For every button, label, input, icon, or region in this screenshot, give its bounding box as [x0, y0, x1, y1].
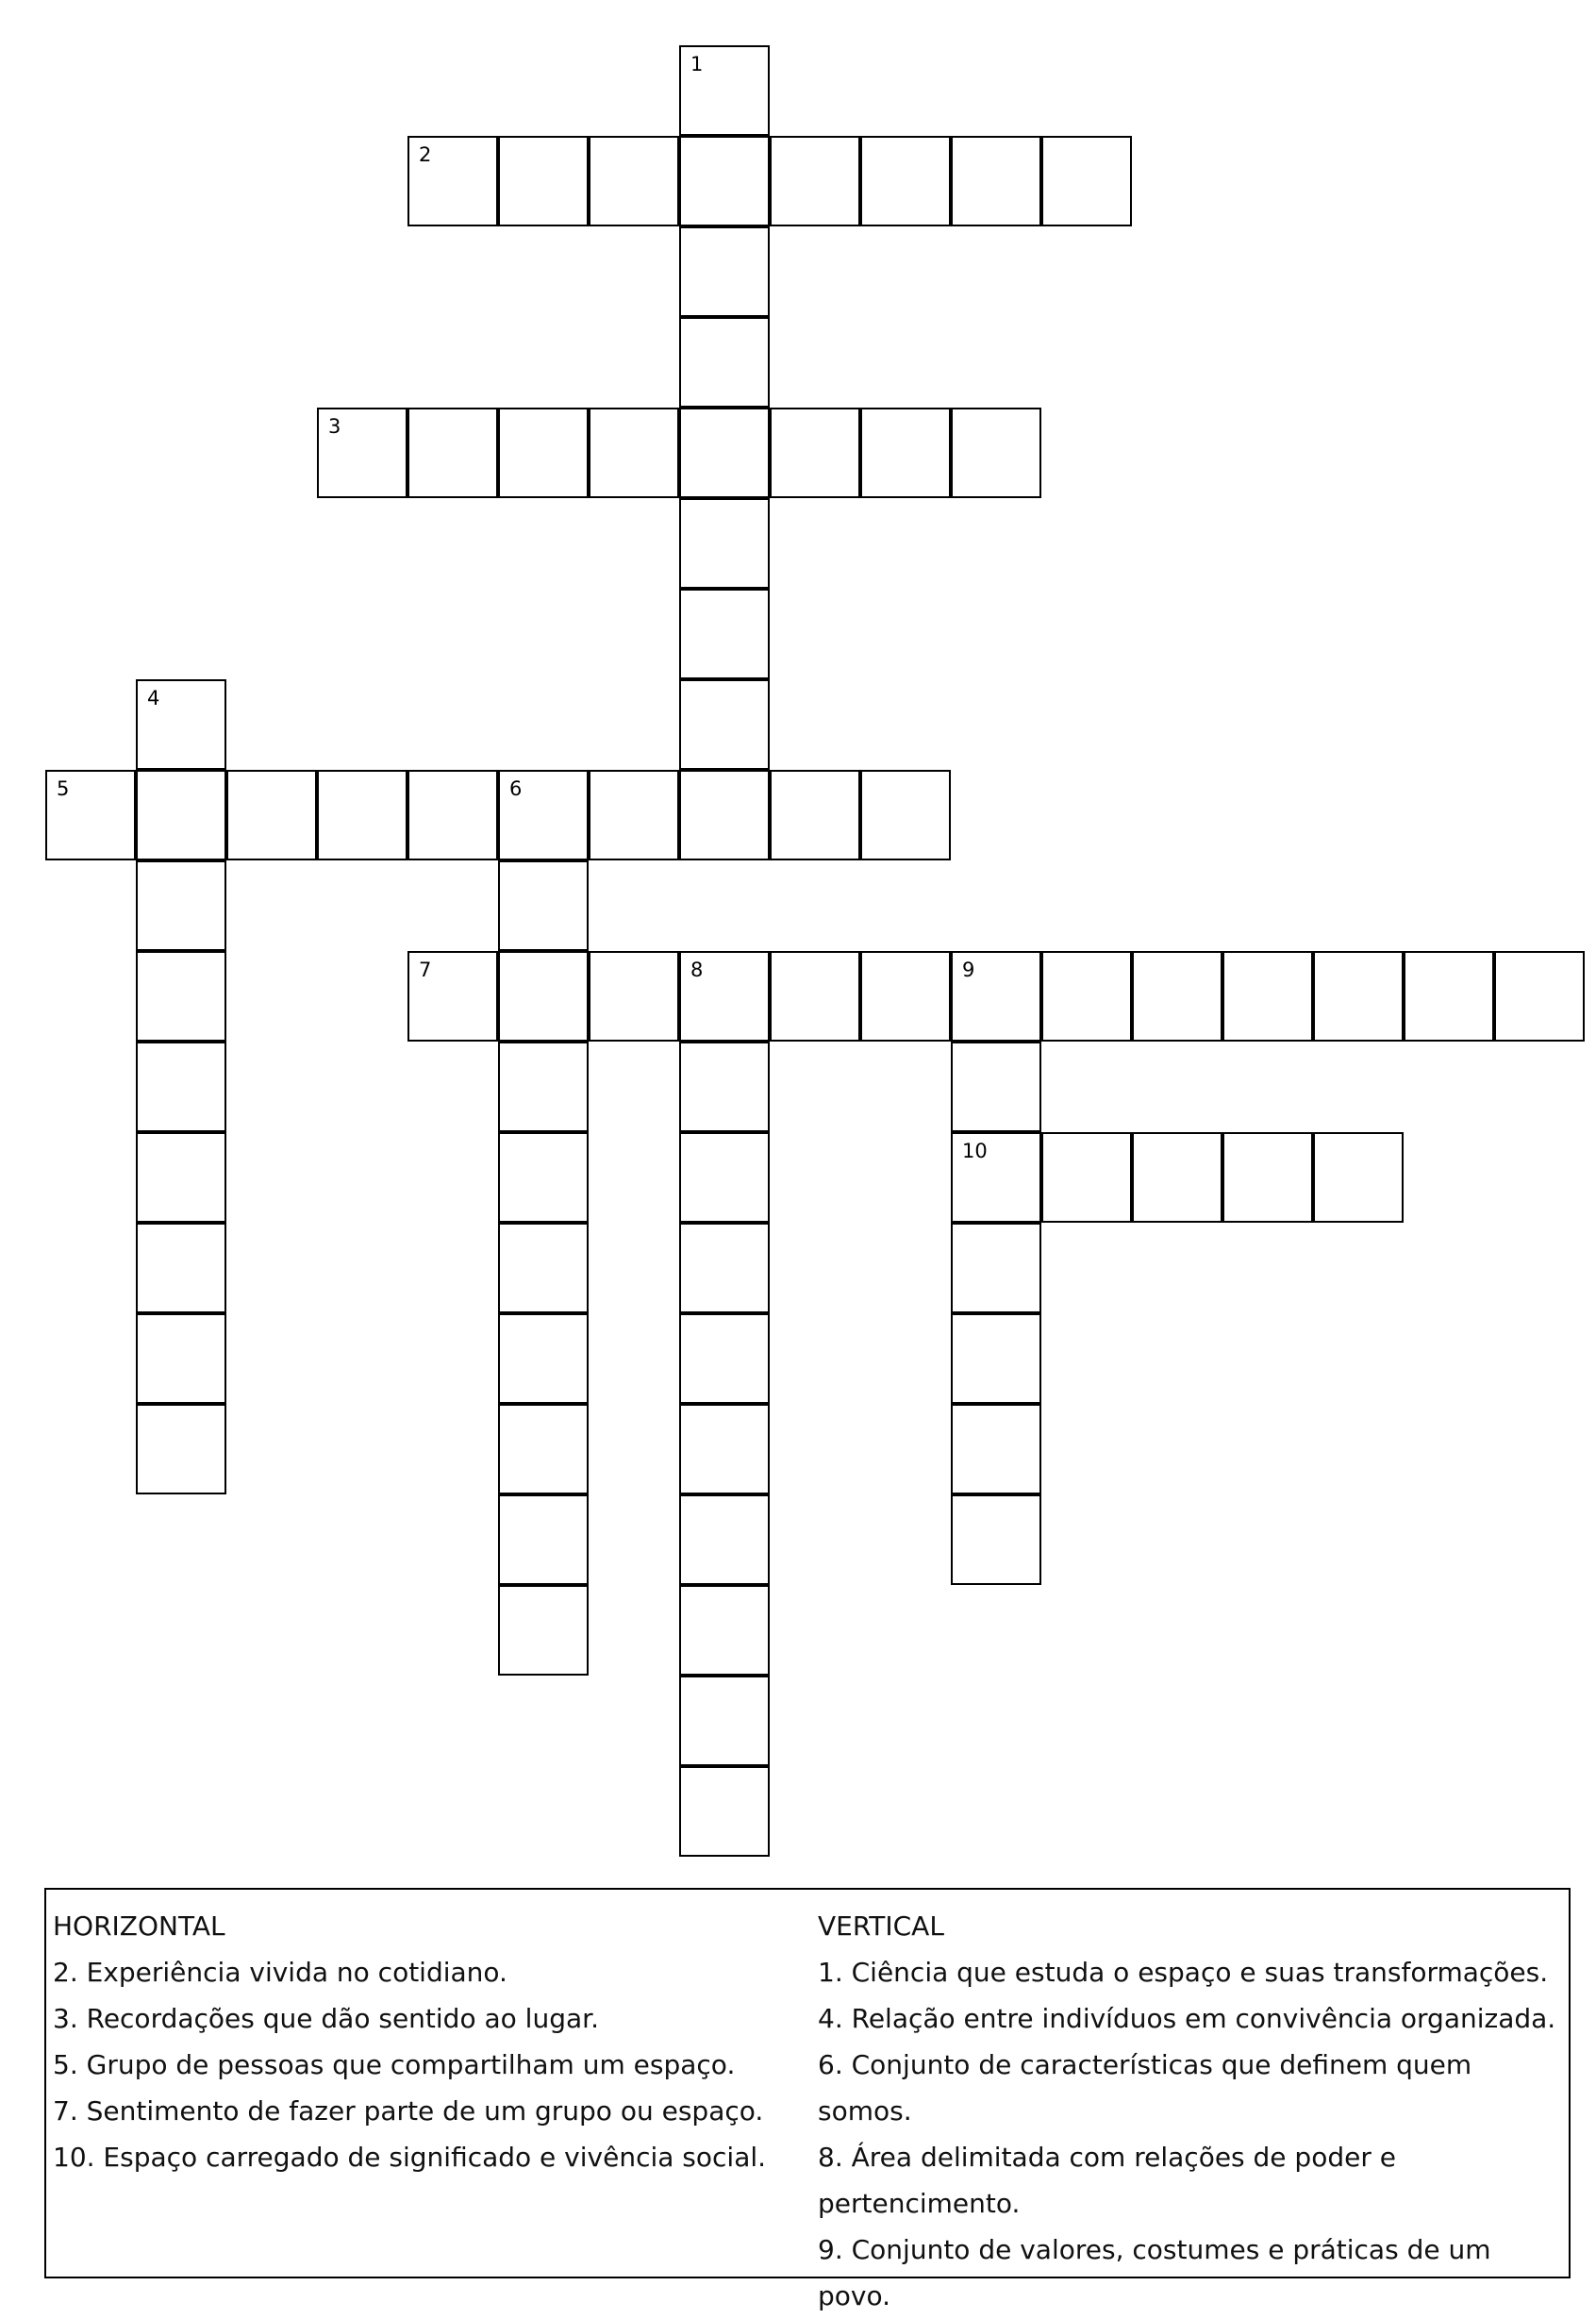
vertical-heading: VERTICAL [818, 1910, 944, 1942]
grid-cell[interactable] [136, 951, 226, 1042]
grid-cell[interactable] [679, 1132, 770, 1223]
grid-cell[interactable] [679, 951, 770, 1042]
grid-cell[interactable] [679, 498, 770, 589]
grid-cell[interactable] [1041, 1132, 1132, 1223]
grid-cell[interactable] [860, 770, 951, 860]
grid-cell[interactable] [951, 1404, 1041, 1494]
grid-cell[interactable] [589, 136, 679, 226]
clue-number-4: 4 [147, 687, 160, 709]
clue-number-6: 6 [509, 777, 523, 800]
grid-cell[interactable] [679, 136, 770, 226]
clue-horizontal-2: 2. Experiência vivida no cotidiano. [53, 1957, 507, 1988]
grid-cell[interactable] [589, 408, 679, 498]
grid-cell[interactable] [860, 136, 951, 226]
grid-cell[interactable] [1132, 951, 1222, 1042]
grid-cell[interactable] [136, 1132, 226, 1223]
grid-cell[interactable] [679, 1313, 770, 1404]
grid-cell[interactable] [407, 136, 498, 226]
grid-cell[interactable] [407, 408, 498, 498]
grid-cell[interactable] [136, 770, 226, 860]
grid-cell[interactable] [317, 770, 407, 860]
grid-cell[interactable] [136, 1404, 226, 1494]
clue-horizontal-5: 5. Grupo de pessoas que compartilham um espaço. [53, 2049, 736, 2080]
clue-number-7: 7 [419, 959, 432, 981]
grid-cell[interactable] [860, 408, 951, 498]
grid-cell[interactable] [679, 770, 770, 860]
grid-cell[interactable] [1404, 951, 1494, 1042]
grid-cell[interactable] [136, 860, 226, 951]
clue-vertical-8-cont: pertencimento. [818, 2188, 1021, 2219]
grid-cell[interactable] [951, 1042, 1041, 1132]
horizontal-heading: HORIZONTAL [53, 1910, 225, 1942]
clue-number-1: 1 [690, 53, 704, 75]
clue-vertical-6: 6. Conjunto de características que definem quem somos. [818, 2049, 1472, 2127]
clue-vertical-8: 8. Área delimitada com relações de poder e [818, 2142, 1396, 2173]
grid-cell[interactable] [951, 951, 1041, 1042]
grid-cell[interactable] [498, 1313, 589, 1404]
clue-number-10: 10 [962, 1140, 988, 1162]
grid-cell[interactable] [136, 679, 226, 770]
vertical-clues [818, 1903, 1563, 2319]
grid-cell[interactable] [407, 951, 498, 1042]
grid-cell[interactable] [1222, 1132, 1313, 1223]
grid-cell[interactable] [1041, 136, 1132, 226]
horizontal-clues [53, 1903, 789, 2180]
grid-cell[interactable] [951, 1313, 1041, 1404]
grid-cell[interactable] [1313, 951, 1404, 1042]
clue-vertical-1: 1. Ciência que estuda o espaço e suas transformações. [818, 1957, 1549, 1988]
grid-cell[interactable] [1494, 951, 1585, 1042]
grid-cell[interactable] [951, 1494, 1041, 1585]
grid-cell[interactable] [498, 1132, 589, 1223]
grid-cell[interactable] [679, 1404, 770, 1494]
grid-cell[interactable] [951, 1223, 1041, 1313]
grid-cell[interactable] [498, 951, 589, 1042]
grid-cell[interactable] [860, 951, 951, 1042]
grid-cell[interactable] [498, 860, 589, 951]
grid-cell[interactable] [498, 1404, 589, 1494]
grid-cell[interactable] [951, 408, 1041, 498]
grid-cell[interactable] [951, 136, 1041, 226]
grid-cell[interactable] [136, 1223, 226, 1313]
clue-number-3: 3 [328, 415, 341, 438]
grid-cell[interactable] [679, 317, 770, 408]
grid-cell[interactable] [1222, 951, 1313, 1042]
grid-cell[interactable] [498, 1494, 589, 1585]
grid-cell[interactable] [679, 679, 770, 770]
grid-cell[interactable] [679, 1766, 770, 1857]
grid-cell[interactable] [317, 408, 407, 498]
grid-cell[interactable] [770, 951, 860, 1042]
clue-number-5: 5 [57, 777, 70, 800]
grid-cell[interactable] [679, 589, 770, 679]
grid-cell[interactable] [498, 1585, 589, 1676]
clue-horizontal-10: 10. Espaço carregado de significado e vivência social. [53, 2142, 767, 2173]
grid-cell[interactable] [770, 136, 860, 226]
clue-number-9: 9 [962, 959, 975, 981]
grid-cell[interactable] [1132, 1132, 1222, 1223]
clues-box [44, 1888, 1571, 2311]
grid-cell[interactable] [498, 1223, 589, 1313]
grid-cell[interactable] [498, 136, 589, 226]
clue-vertical-9: 9. Conjunto de valores, costumes e práticas de um povo. [818, 2234, 1491, 2311]
grid-cell[interactable] [589, 770, 679, 860]
grid-cell[interactable] [136, 1042, 226, 1132]
grid-cell[interactable] [498, 408, 589, 498]
clue-vertical-4: 4. Relação entre indivíduos em convivência organizada. [818, 2003, 1556, 2034]
grid-cell[interactable] [226, 770, 317, 860]
grid-cell[interactable] [770, 770, 860, 860]
grid-cell[interactable] [679, 408, 770, 498]
grid-cell[interactable] [679, 1494, 770, 1585]
clue-number-8: 8 [690, 959, 704, 981]
grid-cell[interactable] [679, 45, 770, 136]
grid-cell[interactable] [679, 1676, 770, 1766]
clue-number-2: 2 [419, 143, 432, 166]
grid-cell[interactable] [679, 1585, 770, 1676]
clue-horizontal-7: 7. Sentimento de fazer parte de um grupo ou espaço. [53, 2095, 764, 2127]
grid-cell[interactable] [679, 1223, 770, 1313]
grid-cell[interactable] [407, 770, 498, 860]
grid-cell[interactable] [45, 770, 136, 860]
grid-cell[interactable] [136, 1313, 226, 1404]
clue-horizontal-3: 3. Recordações que dão sentido ao lugar. [53, 2003, 599, 2034]
grid-cell[interactable] [498, 1042, 589, 1132]
grid-cell[interactable] [1313, 1132, 1404, 1223]
grid-cell[interactable] [498, 770, 589, 860]
grid-cell[interactable] [679, 1042, 770, 1132]
grid-cell[interactable] [589, 951, 679, 1042]
grid-cell[interactable] [770, 408, 860, 498]
grid-cell[interactable] [1041, 951, 1132, 1042]
grid-cell[interactable] [951, 1132, 1041, 1223]
grid-cell[interactable] [679, 226, 770, 317]
